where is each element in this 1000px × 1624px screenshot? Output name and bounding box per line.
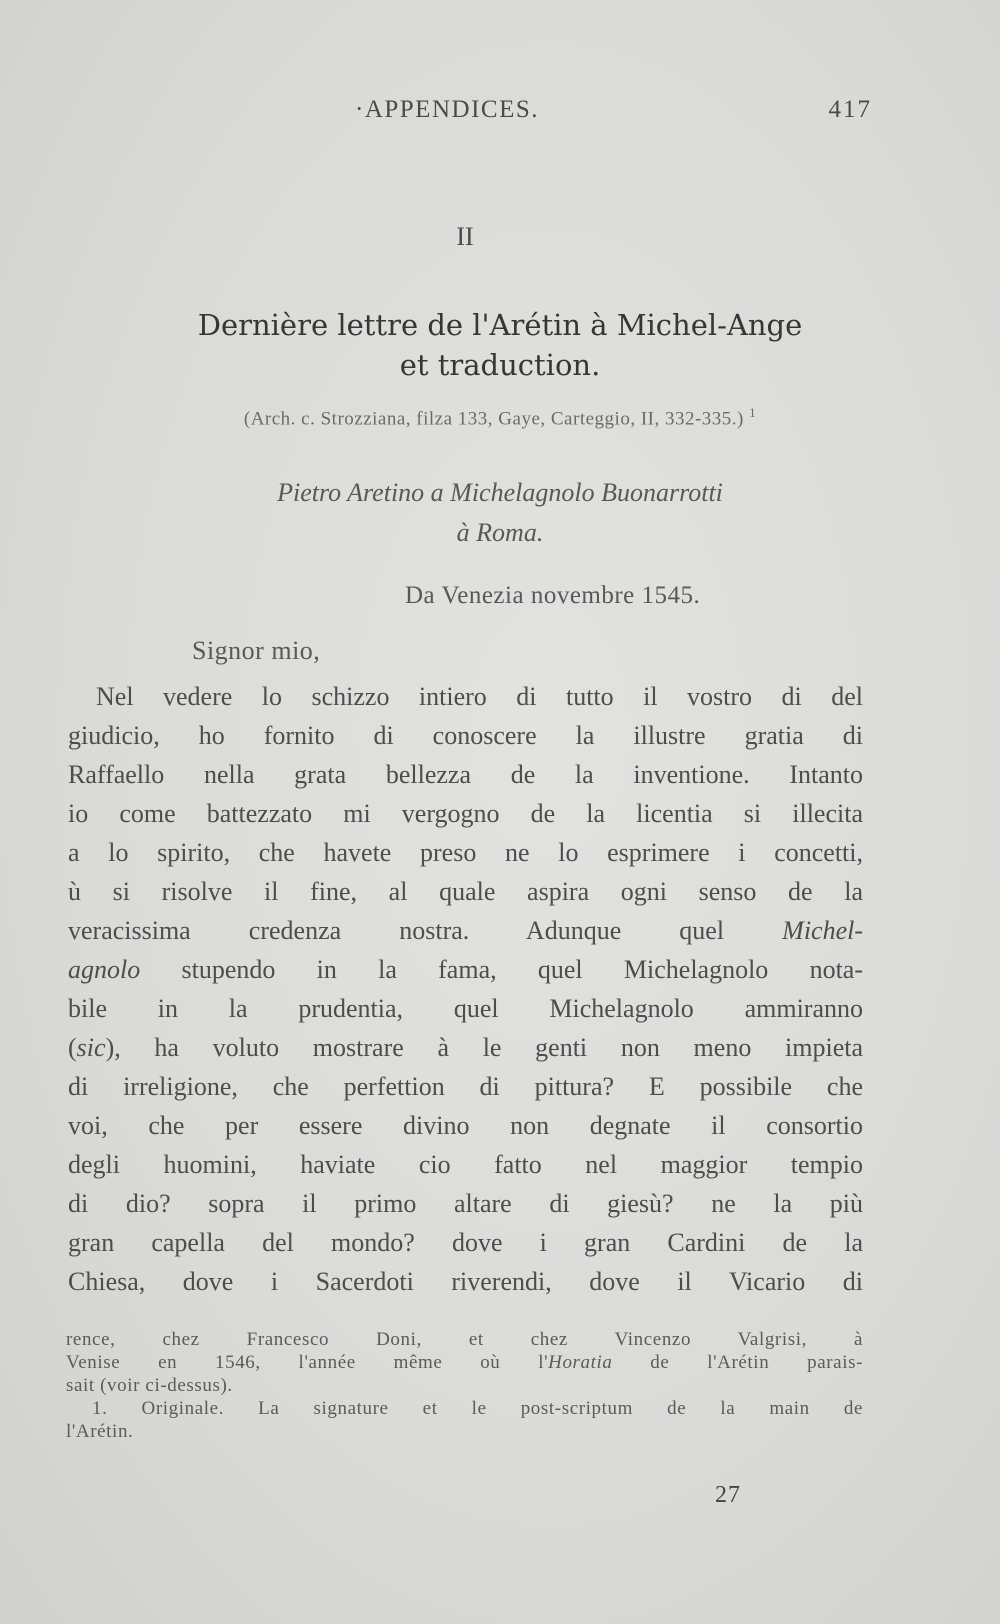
source-text: (Arch. c. Strozziana, filza 133, Gaye, Carteggio, II, 332-335.) bbox=[243, 408, 744, 430]
source-citation bbox=[70, 405, 930, 430]
body-line bbox=[68, 950, 863, 989]
addressee-line-2: à Roma. bbox=[456, 518, 544, 547]
body-line-text: stupendo in la fama, quel Michelagnolo nota- bbox=[140, 955, 863, 984]
body-line: bile in la prudentia, quel Michelagnolo ammiranno bbox=[68, 994, 863, 1023]
section-number: II bbox=[456, 222, 474, 251]
footnote-text: Venise en 1546, l'année même où l' bbox=[66, 1352, 549, 1373]
page-number: 417 bbox=[828, 96, 872, 123]
footnote-line: rence, chez Francesco Doni, et chez Vincenzo Valgrisi, à bbox=[66, 1329, 863, 1350]
body-line: voi, che per essere divino non degnate il consortio bbox=[68, 1111, 863, 1140]
footnote-line: 1. Originale. La signature et le post-scriptum de la main de bbox=[92, 1398, 863, 1419]
body-line: (sic), ha voluto mostrare à le genti non meno impieta bbox=[68, 1033, 863, 1062]
body-line: degli huomini, haviate cio fatto nel maggior tempio bbox=[68, 1150, 863, 1179]
footnotes bbox=[66, 1328, 863, 1443]
running-head: ·APPENDICES. bbox=[355, 96, 539, 123]
addressee-line-1: Pietro Aretino a Michelagnolo Buonarrotti bbox=[277, 478, 723, 507]
body-line: io come battezzato mi vergogno de la licentia si illecita bbox=[68, 799, 863, 828]
body-line-italic: sic bbox=[76, 1033, 106, 1062]
footnote-ref: 1 bbox=[749, 405, 757, 420]
body-line: Nel vedere lo schizzo intiero di tutto il vostro di del bbox=[96, 682, 863, 711]
signature-mark: 27 bbox=[715, 1482, 741, 1508]
body-line-text: ), ha voluto mostrare à le genti non meno impieta bbox=[105, 1033, 863, 1062]
body-line: gran capella del mondo? dove i gran Cardini de la bbox=[68, 1228, 863, 1257]
letter-addressee bbox=[70, 473, 930, 553]
letter-body bbox=[68, 677, 863, 1301]
body-line-italic: Michel- bbox=[782, 916, 863, 945]
section-title-line-2: et traduction. bbox=[399, 348, 601, 382]
footnote-line: l'Arétin. bbox=[66, 1421, 134, 1442]
body-line-text: veracissima credenza nostra. Adunque quel bbox=[68, 916, 783, 945]
body-line bbox=[68, 911, 863, 950]
body-line: a lo spirito, che havete preso ne lo esprimere i concetti, bbox=[68, 838, 863, 867]
letter-dateline: Da Venezia novembre 1545. bbox=[405, 582, 701, 609]
body-line-italic: agnolo bbox=[68, 955, 141, 984]
body-line: Chiesa, dove i Sacerdoti riverendi, dove il Vicario di bbox=[68, 1267, 863, 1296]
section-title-line-1: Dernière lettre de l'Arétin à Michel-Ange bbox=[197, 308, 803, 342]
footnote-line bbox=[66, 1351, 863, 1374]
footnote-italic: Horatia bbox=[548, 1352, 613, 1373]
letter-salutation: Signor mio, bbox=[192, 636, 321, 665]
footnote-line: sait (voir ci-dessus). bbox=[66, 1375, 233, 1396]
body-line: di dio? sopra il primo altare di giesù? ne la più bbox=[68, 1189, 863, 1218]
footnote-text: de l'Arétin parais- bbox=[612, 1352, 863, 1373]
section-title bbox=[70, 305, 930, 385]
body-line: di irreligione, che perfettion di pittura? E possibile che bbox=[68, 1072, 863, 1101]
body-line: Raffaello nella grata bellezza de la inventione. Intanto bbox=[68, 760, 863, 789]
body-line: ù si risolve il fine, al quale aspira ogni senso de la bbox=[68, 877, 863, 906]
body-line: giudicio, ho fornito di conoscere la illustre gratia di bbox=[68, 721, 863, 750]
